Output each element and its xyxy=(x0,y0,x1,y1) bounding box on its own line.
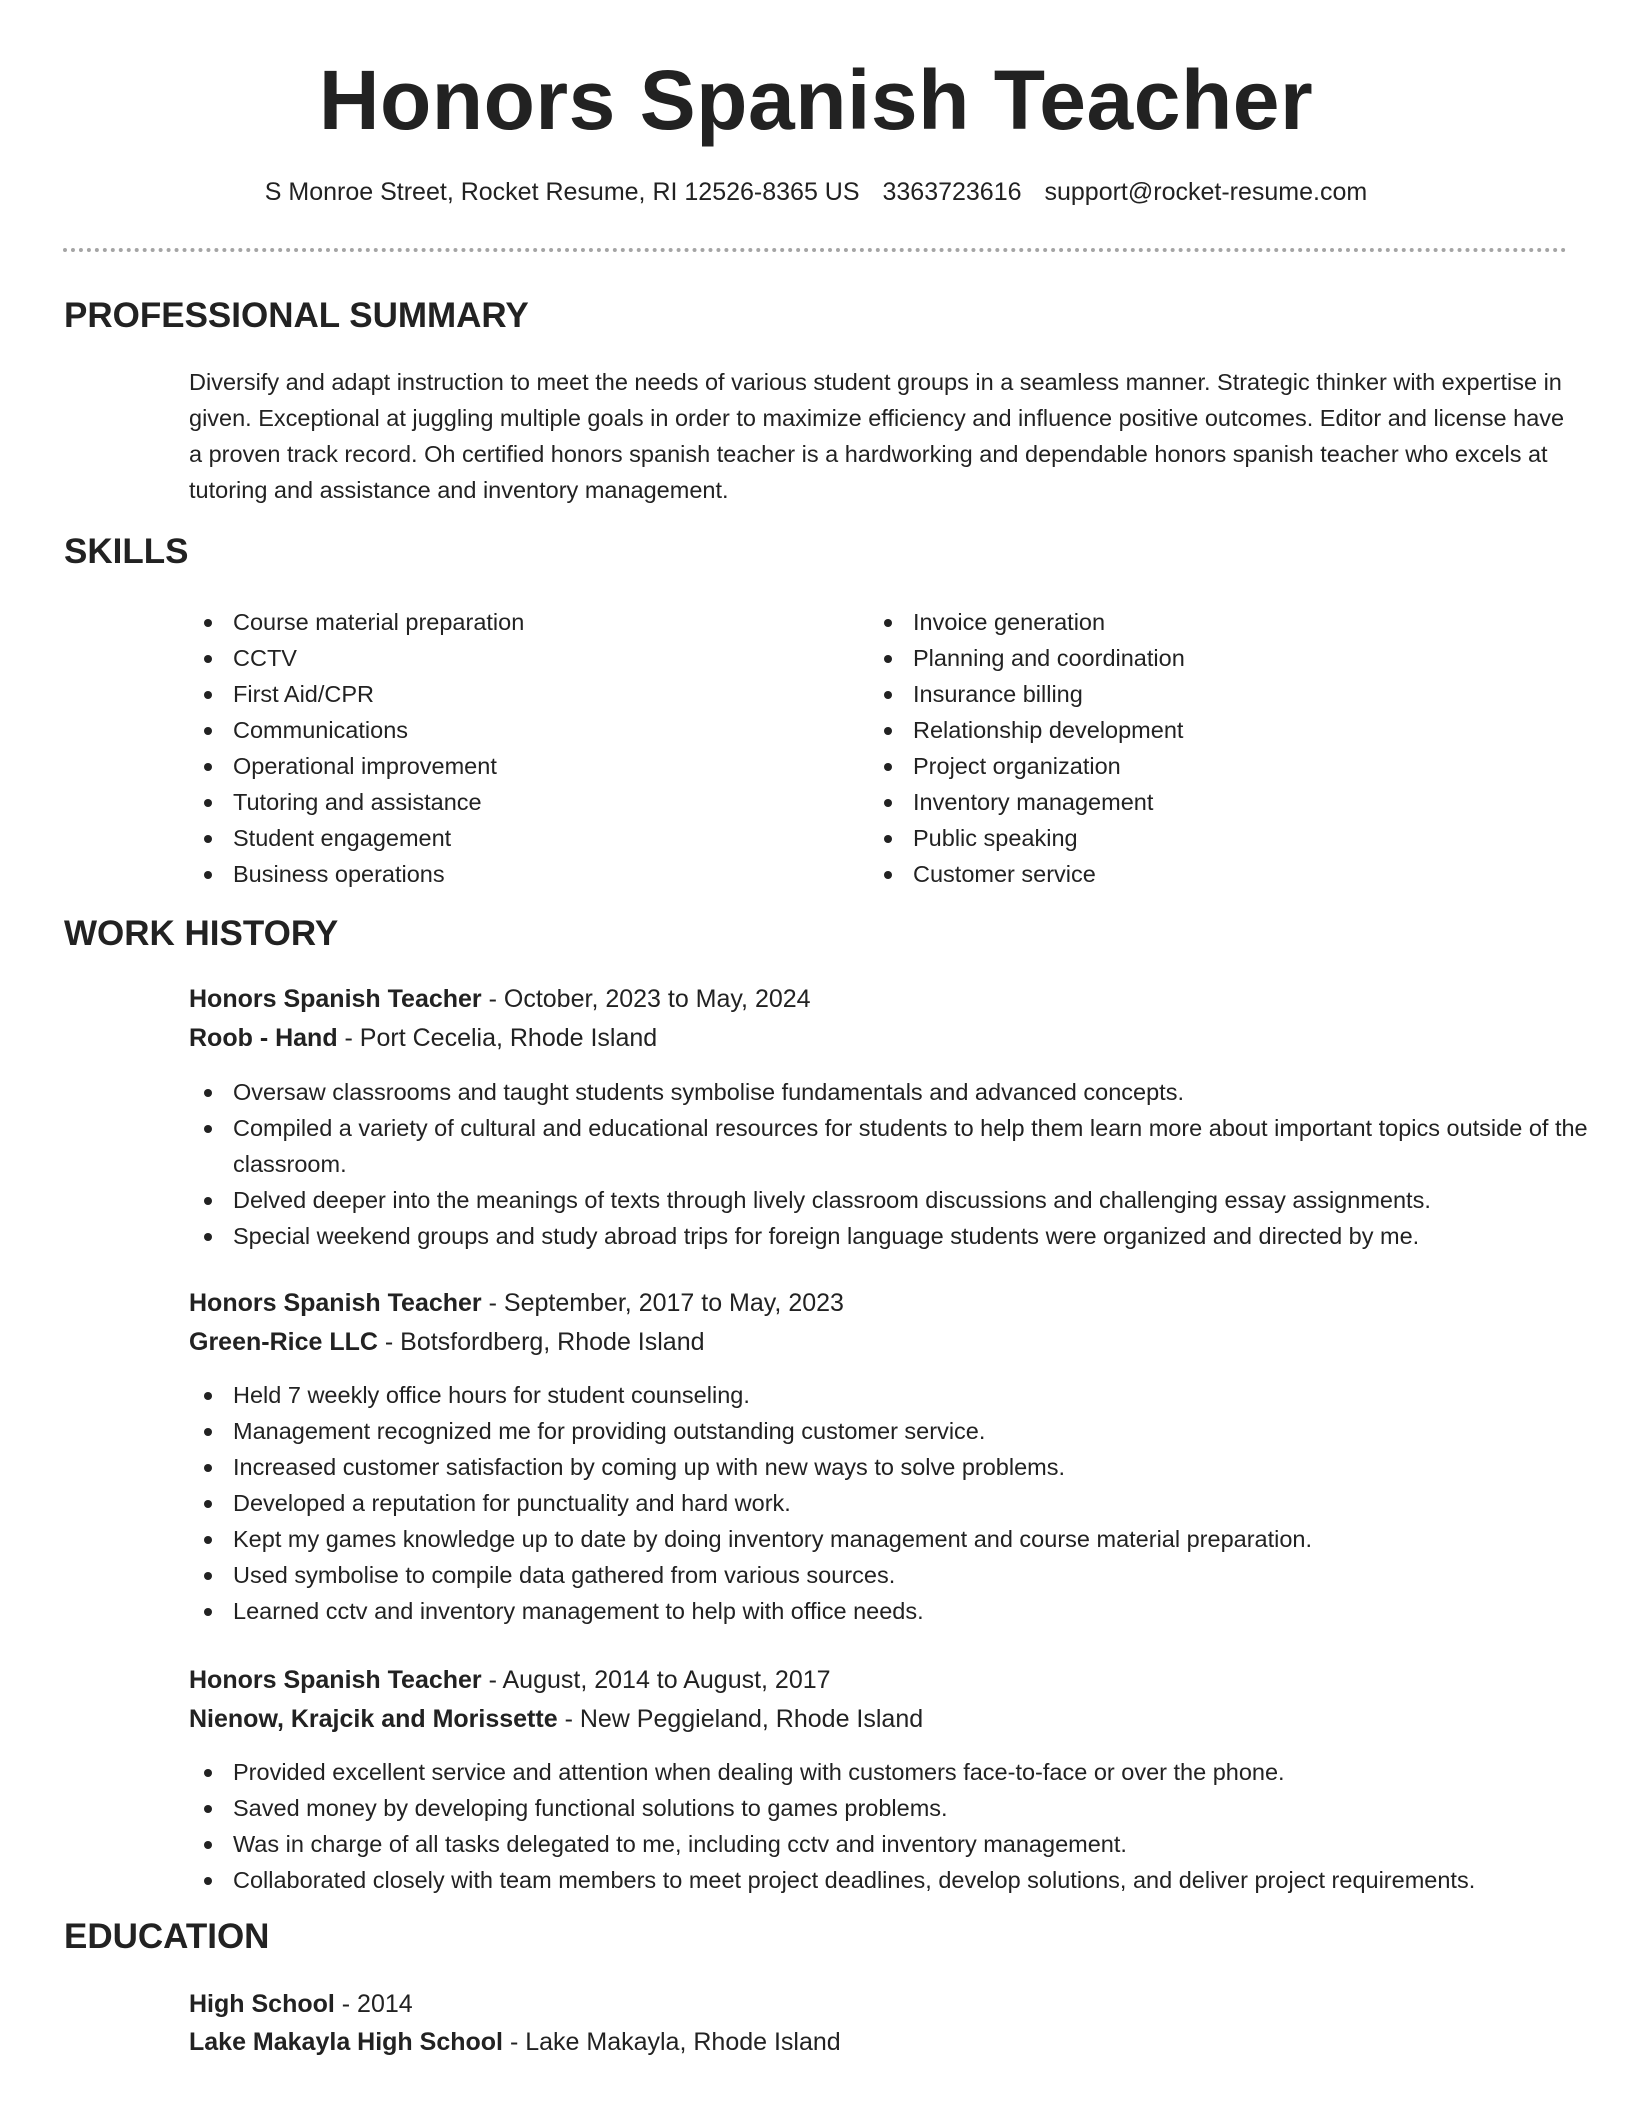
job-position: Honors Spanish Teacher xyxy=(189,1666,482,1694)
duty-item: Held 7 weekly office hours for student counseling. xyxy=(189,1377,1589,1413)
skill-item: Planning and coordination xyxy=(869,640,1489,676)
job-duties-list xyxy=(189,1754,1589,1898)
skill-item: Relationship development xyxy=(869,712,1489,748)
duty-item: Provided excellent service and attention when dealing with customers face-to-face or over the phone. xyxy=(189,1754,1589,1790)
work-history-heading: WORK HISTORY xyxy=(64,914,339,953)
header-divider xyxy=(63,248,1567,252)
summary-text: Diversify and adapt instruction to meet the needs of various student groups in a seamless manner. Strategic thinker with expertise in given. Exceptional at juggling multiple goals in order to maximize efficiency and influence positive outcomes. Editor and license have a proven track record. Oh certified honors spanish teacher is a hardworking and dependable honors spanish teacher who excels at tutoring and assistance and inventory management. xyxy=(189,369,1565,503)
job-company-line xyxy=(189,1324,705,1360)
education-school: Lake Makayla High School xyxy=(189,2028,503,2056)
job-company-line xyxy=(189,1701,923,1737)
education-location: - Lake Makayla, Rhode Island xyxy=(503,2028,841,2056)
contact-email: support@rocket-resume.com xyxy=(1044,178,1368,206)
job-duties-list xyxy=(189,1074,1589,1254)
duty-item: Increased customer satisfaction by coming up with new ways to solve problems. xyxy=(189,1449,1589,1485)
job-company: Roob - Hand xyxy=(189,1024,338,1052)
duty-item: Used symbolise to compile data gathered from various sources. xyxy=(189,1557,1589,1593)
skills-list-left xyxy=(189,604,809,892)
summary-heading: PROFESSIONAL SUMMARY xyxy=(64,296,529,335)
duty-item: Saved money by developing functional solutions to games problems. xyxy=(189,1790,1589,1826)
job-position: Honors Spanish Teacher xyxy=(189,985,482,1013)
skill-item: Invoice generation xyxy=(869,604,1489,640)
job-dates: - September, 2017 to May, 2023 xyxy=(481,1289,844,1317)
duty-item: Oversaw classrooms and taught students symbolise fundamentals and advanced concepts. xyxy=(189,1074,1589,1110)
duty-item: Special weekend groups and study abroad trips for foreign language students were organized and directed by me. xyxy=(189,1218,1589,1254)
skill-item: Inventory management xyxy=(869,784,1489,820)
skills-list-right xyxy=(869,604,1489,892)
skill-item: Student engagement xyxy=(189,820,809,856)
job-title-line xyxy=(189,1662,831,1698)
education-year: - 2014 xyxy=(334,1990,413,2018)
education-school-line xyxy=(189,2024,841,2060)
job-company: Green-Rice LLC xyxy=(189,1328,378,1356)
duty-item: Kept my games knowledge up to date by doing inventory management and course material preparation. xyxy=(189,1521,1589,1557)
job-title-line xyxy=(189,1285,844,1321)
job-location: - New Peggieland, Rhode Island xyxy=(557,1705,924,1733)
duty-item: Compiled a variety of cultural and educational resources for students to help them learn more about important topics outside of the classroom. xyxy=(189,1110,1589,1182)
skill-item: Insurance billing xyxy=(869,676,1489,712)
duty-item: Delved deeper into the meanings of texts through lively classroom discussions and challenging essay assignments. xyxy=(189,1182,1589,1218)
skill-item: Course material preparation xyxy=(189,604,809,640)
job-duties-list xyxy=(189,1377,1589,1629)
candidate-name: Honors Spanish Teacher xyxy=(318,53,1314,147)
skill-item: First Aid/CPR xyxy=(189,676,809,712)
education-degree-line xyxy=(189,1986,413,2022)
skill-item: Communications xyxy=(189,712,809,748)
contact-address: S Monroe Street, Rocket Resume, RI 12526-8365 US xyxy=(264,178,860,206)
skill-item: Business operations xyxy=(189,856,809,892)
skill-item: Tutoring and assistance xyxy=(189,784,809,820)
skills-heading: SKILLS xyxy=(64,532,189,571)
education-degree: High School xyxy=(189,1990,335,2018)
education-heading: EDUCATION xyxy=(64,1917,270,1956)
duty-item: Management recognized me for providing outstanding customer service. xyxy=(189,1413,1589,1449)
job-dates: - October, 2023 to May, 2024 xyxy=(481,985,811,1013)
duty-item: Developed a reputation for punctuality and hard work. xyxy=(189,1485,1589,1521)
job-company-line xyxy=(189,1020,657,1056)
contact-phone: 3363723616 xyxy=(882,178,1022,206)
skill-item: Project organization xyxy=(869,748,1489,784)
skill-item: Public speaking xyxy=(869,820,1489,856)
duty-item: Was in charge of all tasks delegated to me, including cctv and inventory management. xyxy=(189,1826,1589,1862)
job-dates: - August, 2014 to August, 2017 xyxy=(481,1666,831,1694)
skill-item: CCTV xyxy=(189,640,809,676)
skill-item: Customer service xyxy=(869,856,1489,892)
contact-line xyxy=(0,178,1632,207)
duty-item: Collaborated closely with team members to meet project deadlines, develop solutions, and deliver project requirements. xyxy=(189,1862,1589,1898)
duty-item: Learned cctv and inventory management to help with office needs. xyxy=(189,1593,1589,1629)
job-title-line xyxy=(189,981,811,1017)
job-location: - Port Cecelia, Rhode Island xyxy=(337,1024,658,1052)
job-company: Nienow, Krajcik and Morissette xyxy=(189,1705,558,1733)
job-position: Honors Spanish Teacher xyxy=(189,1289,482,1317)
skill-item: Operational improvement xyxy=(189,748,809,784)
job-location: - Botsfordberg, Rhode Island xyxy=(377,1328,705,1356)
